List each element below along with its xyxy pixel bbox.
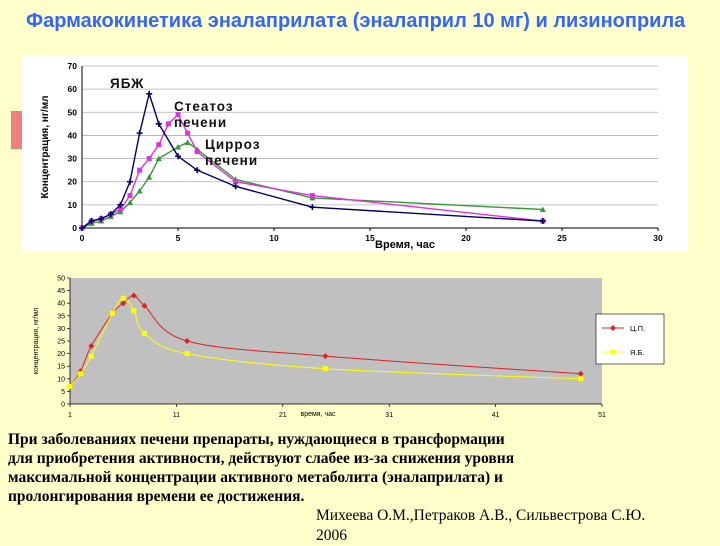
x-axis-label: Время, час <box>375 239 435 251</box>
y-tick-label: 40 <box>67 130 77 141</box>
x-tick-label: 11 <box>172 412 181 419</box>
chart1-svg <box>22 56 688 252</box>
y-tick-label: 0 <box>72 223 77 233</box>
data-point <box>310 193 315 198</box>
data-point <box>121 296 126 301</box>
data-point <box>68 384 73 389</box>
data-point <box>147 156 152 161</box>
y-tick-label: 5 <box>61 388 65 396</box>
chart-pharmacokinetics-enalaprilat <box>22 56 688 252</box>
series-annotation: ЯБЖ <box>110 76 145 91</box>
x-tick-label: 0 <box>79 233 85 243</box>
x-tick-label: 5 <box>175 233 181 243</box>
x-tick-label: 41 <box>491 412 500 419</box>
y-tick-label: 20 <box>57 351 65 359</box>
y-tick-label: 45 <box>57 288 65 296</box>
x-axis-label: время, час <box>300 411 336 418</box>
legend <box>596 314 664 364</box>
y-tick-label: 20 <box>67 176 77 187</box>
y-tick-label: 50 <box>57 275 65 283</box>
body-text: При заболеваниях печени препараты, нуждающиеся в трансформации для приобретения активности, действуют слабее из-за снижения уровня максимальной концентрации активного метаболита (эналаприлата) и пролонгирования времени ее достижения. <box>8 431 515 505</box>
data-point <box>110 311 115 316</box>
legend-label: Ц.П. <box>630 324 646 333</box>
data-point <box>166 121 171 126</box>
legend-label: Я.Б. <box>630 348 645 357</box>
y-axis-label: концентрация, нг/мл <box>33 307 40 375</box>
data-point <box>185 131 190 136</box>
x-tick-label: 31 <box>385 412 394 419</box>
data-point <box>146 174 152 180</box>
series-annotation: Цирроз <box>205 137 261 152</box>
slide-title: Фармакокинетика эналаприлата (эналаприл 10 мг) и лизиноприла <box>26 10 686 32</box>
x-tick-label: 10 <box>269 233 279 243</box>
x-tick-label: 1 <box>68 412 72 419</box>
y-tick-label: 15 <box>57 363 65 371</box>
data-point <box>195 149 200 154</box>
data-point <box>578 376 583 381</box>
y-tick-label: 10 <box>67 199 77 210</box>
data-point <box>128 193 133 198</box>
data-point <box>185 139 191 145</box>
y-tick-label: 70 <box>67 61 77 71</box>
data-point <box>131 308 136 313</box>
data-point <box>89 354 94 359</box>
data-point <box>78 371 83 376</box>
y-axis-label: Концентрация, нг/мл <box>40 95 51 199</box>
y-tick-label: 35 <box>57 313 65 321</box>
x-tick-label: 15 <box>365 233 375 243</box>
x-tick-label: 30 <box>653 233 663 243</box>
y-tick-label: 25 <box>57 338 65 346</box>
series-annotation: печени <box>205 153 259 168</box>
x-tick-label: 20 <box>461 233 471 243</box>
chart2-svg <box>26 270 666 435</box>
y-tick-label: 40 <box>57 300 65 308</box>
chart-pharmacokinetics-lisinopril <box>26 270 666 435</box>
y-tick-label: 0 <box>61 401 65 409</box>
data-point <box>185 351 190 356</box>
x-tick-label: 51 <box>598 412 606 419</box>
data-point <box>233 183 239 189</box>
data-point <box>146 91 152 97</box>
citation: Михеева О.М.,Петраков А.В., Сильвестрова С.Ю. 2006 <box>316 507 646 544</box>
data-point <box>137 168 142 173</box>
data-point <box>127 179 133 185</box>
y-tick-label: 60 <box>67 84 77 95</box>
y-tick-label: 30 <box>67 153 77 164</box>
y-tick-label: 30 <box>57 325 65 333</box>
x-tick-label: 21 <box>278 412 287 419</box>
plot-area <box>70 278 602 404</box>
data-point <box>142 331 147 336</box>
data-point <box>156 121 162 127</box>
series-line <box>82 115 543 228</box>
y-tick-label: 50 <box>67 107 77 118</box>
data-point <box>156 142 161 147</box>
series-annotation: печени <box>174 115 228 130</box>
legend-marker <box>611 350 616 355</box>
data-point <box>323 366 328 371</box>
series-annotation: Стеатоз <box>174 99 234 114</box>
y-tick-label: 10 <box>57 376 65 384</box>
x-tick-label: 25 <box>557 233 567 243</box>
